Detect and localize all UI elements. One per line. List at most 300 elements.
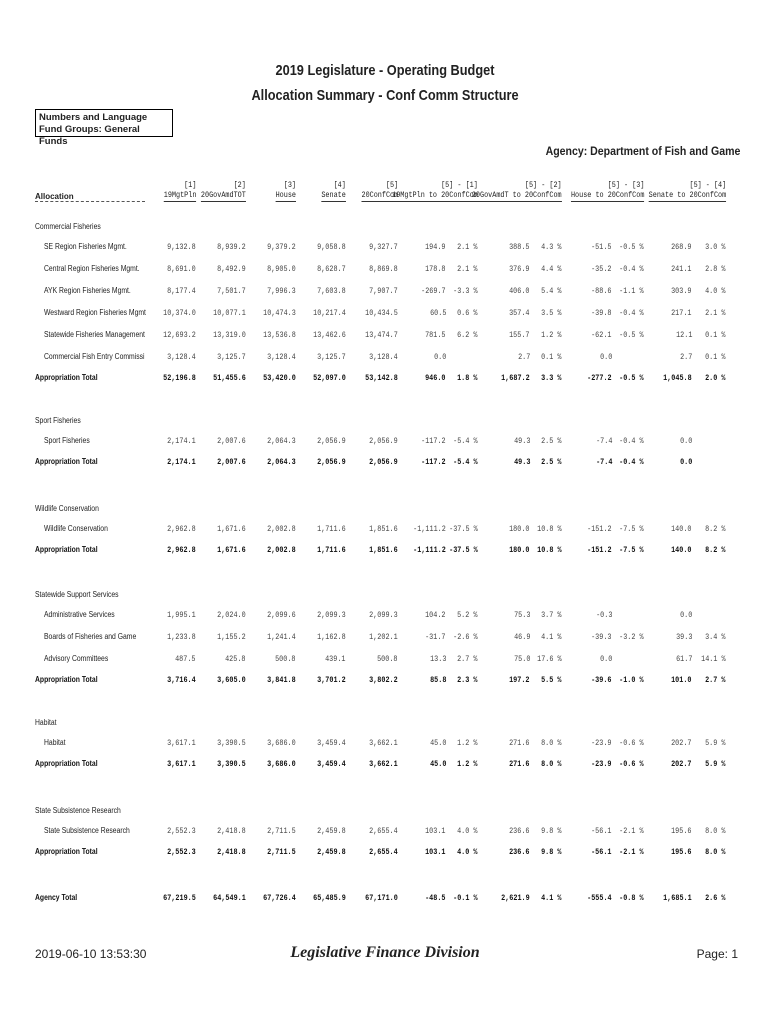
cell-value: 1,711.6 bbox=[317, 545, 346, 555]
column-header-label: 20ConfCom bbox=[361, 191, 398, 200]
cell-value: 0.0 bbox=[433, 352, 446, 362]
cell-value: 13,462.6 bbox=[313, 330, 346, 340]
cell-value: 195.6 bbox=[671, 826, 692, 836]
cell-value: 2,099.3 bbox=[317, 610, 346, 620]
row-label: AYK Region Fisheries Mgmt. bbox=[44, 286, 131, 295]
cell-value: -0.3 bbox=[595, 610, 612, 620]
cell-value: 180.0 bbox=[509, 545, 530, 555]
row-label: Boards of Fisheries and Game bbox=[44, 632, 137, 641]
cell-value: -2.1 % bbox=[619, 826, 644, 836]
column-header-index: [5] - [2] bbox=[525, 181, 562, 190]
cell-value: 1,711.6 bbox=[317, 524, 346, 534]
cell-value: -39.8 bbox=[591, 308, 612, 318]
cell-value: 52,196.8 bbox=[163, 373, 196, 383]
column-header-9 bbox=[648, 181, 726, 202]
cell-value: -117.2 bbox=[421, 457, 446, 467]
column-header-8 bbox=[571, 181, 644, 202]
cell-value: 2,099.6 bbox=[267, 610, 296, 620]
cell-value: 3.5 % bbox=[541, 308, 562, 318]
cell-value: 10,374.0 bbox=[163, 308, 196, 318]
column-header-index: [5] - [4] bbox=[689, 181, 726, 190]
cell-value: -0.6 % bbox=[619, 759, 644, 769]
cell-value: -0.5 % bbox=[619, 373, 644, 383]
cell-value: 2,459.8 bbox=[317, 847, 346, 857]
cell-value: 7,907.7 bbox=[369, 286, 398, 296]
table-row bbox=[0, 632, 770, 644]
cell-value: 2,655.4 bbox=[369, 826, 398, 836]
cell-value: -35.2 bbox=[591, 264, 612, 274]
cell-value: 2.5 % bbox=[541, 436, 562, 446]
cell-value: 3,125.7 bbox=[217, 352, 246, 362]
cell-value: 2,064.3 bbox=[267, 457, 296, 467]
report-subtitle: Allocation Summary - Conf Comm Structure bbox=[251, 87, 519, 104]
cell-value: 268.9 bbox=[671, 242, 692, 252]
cell-value: -151.2 bbox=[587, 545, 612, 555]
section-heading bbox=[0, 222, 770, 234]
table-row bbox=[0, 352, 770, 364]
cell-value: -37.5 % bbox=[449, 545, 478, 555]
cell-value: 10,217.4 bbox=[313, 308, 346, 318]
cell-value: -3.2 % bbox=[619, 632, 644, 642]
cell-value: 67,171.0 bbox=[365, 893, 398, 903]
cell-value: 3,617.1 bbox=[167, 738, 196, 748]
cell-value: 46.9 bbox=[513, 632, 530, 642]
cell-value: 2,174.1 bbox=[167, 436, 196, 446]
cell-value: 3,128.4 bbox=[167, 352, 196, 362]
column-header-index: [5] bbox=[385, 181, 398, 190]
row-label: Administrative Services bbox=[44, 610, 115, 619]
cell-value: 2,962.8 bbox=[167, 545, 196, 555]
appropriation-total-row bbox=[0, 373, 770, 385]
cell-value: 60.5 bbox=[429, 308, 446, 318]
table-row bbox=[0, 330, 770, 342]
row-label: Commercial Fish Entry Commissi bbox=[44, 352, 145, 361]
row-label: Statewide Support Services bbox=[35, 590, 119, 599]
cell-value: 487.5 bbox=[175, 654, 196, 664]
cell-value: 8.0 % bbox=[705, 826, 726, 836]
cell-value: 2,174.1 bbox=[167, 457, 196, 467]
column-header-label: House to 20ConfCom bbox=[570, 191, 644, 200]
cell-value: -7.5 % bbox=[619, 524, 644, 534]
agency-name: Agency: Department of Fish and Game bbox=[545, 144, 740, 158]
cell-value: 5.5 % bbox=[541, 675, 562, 685]
cell-value: 3,128.4 bbox=[267, 352, 296, 362]
cell-value: 0.0 bbox=[679, 610, 692, 620]
cell-value: 12.1 bbox=[675, 330, 692, 340]
cell-value: 8,691.0 bbox=[167, 264, 196, 274]
cell-value: 180.0 bbox=[509, 524, 530, 534]
column-header-label: 20GovAmdTOT bbox=[201, 191, 246, 200]
cell-value: 8.0 % bbox=[541, 738, 562, 748]
report-timestamp: 2019-06-10 13:53:30 bbox=[35, 947, 147, 961]
cell-value: 1,851.6 bbox=[369, 545, 398, 555]
row-label: Sport Fisheries bbox=[35, 416, 81, 425]
row-label: Appropriation Total bbox=[35, 675, 98, 684]
cell-value: 2,621.9 bbox=[501, 893, 530, 903]
cell-value: 45.0 bbox=[429, 759, 446, 769]
cell-value: 2,552.3 bbox=[167, 847, 196, 857]
cell-value: 197.2 bbox=[509, 675, 530, 685]
cell-value: 103.1 bbox=[425, 826, 446, 836]
cell-value: 1,155.2 bbox=[217, 632, 246, 642]
row-label: Commercial Fisheries bbox=[35, 222, 101, 231]
cell-value: 2,711.5 bbox=[267, 826, 296, 836]
column-header-label: Senate bbox=[321, 191, 346, 200]
cell-value: 1,851.6 bbox=[369, 524, 398, 534]
cell-value: 8.2 % bbox=[705, 545, 726, 555]
cell-value: 500.8 bbox=[377, 654, 398, 664]
cell-value: -0.4 % bbox=[619, 264, 644, 274]
cell-value: 1,241.4 bbox=[267, 632, 296, 642]
cell-value: 9.8 % bbox=[541, 847, 562, 857]
cell-value: 8,869.8 bbox=[369, 264, 398, 274]
cell-value: 8,628.7 bbox=[317, 264, 346, 274]
table-row bbox=[0, 826, 770, 838]
cell-value: 781.5 bbox=[425, 330, 446, 340]
fund-group-box bbox=[35, 109, 173, 147]
cell-value: -0.1 % bbox=[453, 893, 478, 903]
cell-value: -56.1 bbox=[591, 826, 612, 836]
row-label: SE Region Fisheries Mgmt. bbox=[44, 242, 127, 251]
row-label: Sport Fisheries bbox=[44, 436, 90, 445]
cell-value: 2.0 % bbox=[705, 373, 726, 383]
cell-value: 2,962.8 bbox=[167, 524, 196, 534]
cell-value: -1.1 % bbox=[619, 286, 644, 296]
column-header-label: House bbox=[275, 191, 296, 200]
cell-value: -51.5 bbox=[591, 242, 612, 252]
cell-value: 8,939.2 bbox=[217, 242, 246, 252]
cell-value: 13,474.7 bbox=[365, 330, 398, 340]
cell-value: 140.0 bbox=[671, 545, 692, 555]
cell-value: 49.3 bbox=[513, 457, 530, 467]
cell-value: 2.5 % bbox=[541, 457, 562, 467]
cell-value: -1,111.2 bbox=[413, 524, 446, 534]
table-row bbox=[0, 286, 770, 298]
cell-value: 3.7 % bbox=[541, 610, 562, 620]
column-header-index: [5] - [1] bbox=[441, 181, 478, 190]
table-row bbox=[0, 738, 770, 750]
row-label: Central Region Fisheries Mgmt. bbox=[44, 264, 140, 273]
cell-value: 236.6 bbox=[509, 847, 530, 857]
cell-value: 2,056.9 bbox=[369, 436, 398, 446]
cell-value: 376.9 bbox=[509, 264, 530, 274]
cell-value: 8.0 % bbox=[705, 847, 726, 857]
cell-value: 104.2 bbox=[425, 610, 446, 620]
row-label: Agency Total bbox=[35, 893, 78, 902]
column-header-label: 19MgtPln bbox=[163, 191, 196, 200]
cell-value: 425.8 bbox=[225, 654, 246, 664]
cell-value: 5.4 % bbox=[541, 286, 562, 296]
cell-value: 4.0 % bbox=[705, 286, 726, 296]
cell-value: -88.6 bbox=[591, 286, 612, 296]
cell-value: 2.1 % bbox=[457, 242, 478, 252]
section-heading bbox=[0, 718, 770, 730]
cell-value: 2,056.9 bbox=[369, 457, 398, 467]
cell-value: 61.7 bbox=[675, 654, 692, 664]
allocation-column-header: Allocation bbox=[35, 192, 145, 202]
cell-value: 1,671.6 bbox=[217, 524, 246, 534]
row-label: Appropriation Total bbox=[35, 759, 98, 768]
cell-value: 1.2 % bbox=[457, 738, 478, 748]
column-header-label: Senate to 20ConfCom bbox=[648, 191, 726, 200]
cell-value: -56.1 bbox=[591, 847, 612, 857]
cell-value: 4.0 % bbox=[457, 826, 478, 836]
cell-value: 51,455.6 bbox=[213, 373, 246, 383]
cell-value: -3.3 % bbox=[453, 286, 478, 296]
cell-value: 0.1 % bbox=[705, 352, 726, 362]
cell-value: -23.9 bbox=[591, 738, 612, 748]
column-header-label: 20GovAmdT to 20ConfCom bbox=[472, 191, 562, 200]
cell-value: -7.4 bbox=[595, 457, 612, 467]
section-heading bbox=[0, 590, 770, 602]
cell-value: 10,077.1 bbox=[213, 308, 246, 318]
cell-value: -151.2 bbox=[587, 524, 612, 534]
cell-value: -7.5 % bbox=[619, 545, 644, 555]
cell-value: -1,111.2 bbox=[413, 545, 446, 555]
cell-value: 13.3 bbox=[429, 654, 446, 664]
cell-value: 5.9 % bbox=[705, 738, 726, 748]
cell-value: 2,552.3 bbox=[167, 826, 196, 836]
cell-value: 2,056.9 bbox=[317, 436, 346, 446]
row-label: Appropriation Total bbox=[35, 373, 98, 382]
cell-value: -37.5 % bbox=[449, 524, 478, 534]
cell-value: 75.0 bbox=[513, 654, 530, 664]
row-label: Appropriation Total bbox=[35, 545, 98, 554]
appropriation-total-row bbox=[0, 759, 770, 771]
section-heading bbox=[0, 416, 770, 428]
cell-value: 3,841.8 bbox=[267, 675, 296, 685]
column-header-index: [2] bbox=[233, 181, 246, 190]
cell-value: 3,459.4 bbox=[317, 759, 346, 769]
cell-value: 52,097.0 bbox=[313, 373, 346, 383]
cell-value: 1,685.1 bbox=[663, 893, 692, 903]
cell-value: 9,327.7 bbox=[369, 242, 398, 252]
cell-value: 2.7 % bbox=[457, 654, 478, 664]
row-label: State Subsistence Research bbox=[44, 826, 130, 835]
cell-value: 3,662.1 bbox=[369, 759, 398, 769]
row-label: Appropriation Total bbox=[35, 457, 98, 466]
cell-value: -0.4 % bbox=[619, 457, 644, 467]
section-heading bbox=[0, 806, 770, 818]
cell-value: 10,434.5 bbox=[365, 308, 398, 318]
cell-value: 2,002.8 bbox=[267, 524, 296, 534]
appropriation-total-row bbox=[0, 457, 770, 469]
cell-value: 67,219.5 bbox=[163, 893, 196, 903]
cell-value: -7.4 bbox=[595, 436, 612, 446]
page-number: Page: 1 bbox=[696, 947, 738, 961]
cell-value: -2.6 % bbox=[453, 632, 478, 642]
cell-value: -39.6 bbox=[591, 675, 612, 685]
cell-value: 406.0 bbox=[509, 286, 530, 296]
cell-value: 53,420.0 bbox=[263, 373, 296, 383]
report-title: 2019 Legislature - Operating Budget bbox=[275, 62, 495, 79]
cell-value: 217.1 bbox=[671, 308, 692, 318]
cell-value: 4.4 % bbox=[541, 264, 562, 274]
cell-value: 12,693.2 bbox=[163, 330, 196, 340]
cell-value: 4.3 % bbox=[541, 242, 562, 252]
cell-value: -555.4 bbox=[587, 893, 612, 903]
cell-value: 202.7 bbox=[671, 759, 692, 769]
table-row bbox=[0, 610, 770, 622]
cell-value: 3.3 % bbox=[541, 373, 562, 383]
table-row bbox=[0, 654, 770, 666]
column-header-label: 19MgtPln to 20ConfCom bbox=[392, 191, 478, 200]
cell-value: 45.0 bbox=[429, 738, 446, 748]
column-header-index: [4] bbox=[333, 181, 346, 190]
cell-value: -0.6 % bbox=[619, 738, 644, 748]
cell-value: 2,459.8 bbox=[317, 826, 346, 836]
fund-box-line1: Numbers and Language bbox=[39, 112, 148, 123]
cell-value: 2.7 bbox=[679, 352, 692, 362]
cell-value: 7,996.3 bbox=[267, 286, 296, 296]
cell-value: 0.6 % bbox=[457, 308, 478, 318]
row-label: Statewide Fisheries Management bbox=[44, 330, 145, 339]
cell-value: 439.1 bbox=[325, 654, 346, 664]
cell-value: 2,655.4 bbox=[369, 847, 398, 857]
cell-value: 1,995.1 bbox=[167, 610, 196, 620]
fund-box-line2: Fund Groups: General Funds bbox=[39, 124, 140, 147]
cell-value: 3,701.2 bbox=[317, 675, 346, 685]
cell-value: 3,459.4 bbox=[317, 738, 346, 748]
cell-value: 3,686.0 bbox=[267, 738, 296, 748]
cell-value: 4.0 % bbox=[457, 847, 478, 857]
cell-value: 9,379.2 bbox=[267, 242, 296, 252]
cell-value: 9,132.8 bbox=[167, 242, 196, 252]
cell-value: 2.8 % bbox=[705, 264, 726, 274]
cell-value: 10,474.3 bbox=[263, 308, 296, 318]
column-header-index: [1] bbox=[183, 181, 196, 190]
cell-value: -39.3 bbox=[591, 632, 612, 642]
row-label: Wildlife Conservation bbox=[35, 504, 99, 513]
cell-value: 3,390.5 bbox=[217, 759, 246, 769]
cell-value: 7,501.7 bbox=[217, 286, 246, 296]
cell-value: 5.9 % bbox=[705, 759, 726, 769]
cell-value: 3,802.2 bbox=[369, 675, 398, 685]
table-row bbox=[0, 524, 770, 536]
column-header-3 bbox=[276, 181, 296, 202]
cell-value: 194.9 bbox=[425, 242, 446, 252]
cell-value: 8,177.4 bbox=[167, 286, 196, 296]
cell-value: 2,056.9 bbox=[317, 457, 346, 467]
column-header-1 bbox=[163, 181, 196, 202]
cell-value: 2,418.8 bbox=[217, 826, 246, 836]
cell-value: 3.4 % bbox=[705, 632, 726, 642]
cell-value: 2,711.5 bbox=[267, 847, 296, 857]
cell-value: 49.3 bbox=[513, 436, 530, 446]
appropriation-total-row bbox=[0, 675, 770, 687]
cell-value: 6.2 % bbox=[457, 330, 478, 340]
cell-value: -1.0 % bbox=[619, 675, 644, 685]
cell-value: 9,058.8 bbox=[317, 242, 346, 252]
cell-value: 8.2 % bbox=[705, 524, 726, 534]
cell-value: 2.1 % bbox=[457, 264, 478, 274]
cell-value: 155.7 bbox=[509, 330, 530, 340]
cell-value: 3,662.1 bbox=[369, 738, 398, 748]
row-label: Wildlife Conservation bbox=[44, 524, 108, 533]
agency-total-row bbox=[0, 893, 770, 905]
cell-value: -23.9 bbox=[591, 759, 612, 769]
cell-value: 0.1 % bbox=[541, 352, 562, 362]
cell-value: -5.4 % bbox=[453, 457, 478, 467]
cell-value: 67,726.4 bbox=[263, 893, 296, 903]
cell-value: 2.7 bbox=[517, 352, 530, 362]
column-header-7 bbox=[472, 181, 562, 202]
row-label: Appropriation Total bbox=[35, 847, 98, 856]
cell-value: 2.7 % bbox=[705, 675, 726, 685]
cell-value: -0.5 % bbox=[619, 330, 644, 340]
cell-value: 2,007.6 bbox=[217, 457, 246, 467]
division-signature: Legislative Finance Division bbox=[290, 944, 480, 961]
cell-value: 7,603.8 bbox=[317, 286, 346, 296]
cell-value: 39.3 bbox=[675, 632, 692, 642]
row-label: Advisory Committees bbox=[44, 654, 109, 663]
cell-value: 500.8 bbox=[275, 654, 296, 664]
column-header-2 bbox=[201, 181, 246, 202]
cell-value: 0.0 bbox=[599, 654, 612, 664]
cell-value: 103.1 bbox=[425, 847, 446, 857]
cell-value: 3,716.4 bbox=[167, 675, 196, 685]
cell-value: 202.7 bbox=[671, 738, 692, 748]
cell-value: 178.8 bbox=[425, 264, 446, 274]
cell-value: -117.2 bbox=[421, 436, 446, 446]
cell-value: 8.0 % bbox=[541, 759, 562, 769]
cell-value: 2,007.6 bbox=[217, 436, 246, 446]
cell-value: 13,536.8 bbox=[263, 330, 296, 340]
cell-value: 388.5 bbox=[509, 242, 530, 252]
cell-value: 8,905.0 bbox=[267, 264, 296, 274]
cell-value: 75.3 bbox=[513, 610, 530, 620]
cell-value: 2.1 % bbox=[705, 308, 726, 318]
cell-value: 303.9 bbox=[671, 286, 692, 296]
cell-value: 1,671.6 bbox=[217, 545, 246, 555]
cell-value: 140.0 bbox=[671, 524, 692, 534]
row-label: Habitat bbox=[44, 738, 66, 747]
column-header-6 bbox=[392, 181, 478, 202]
cell-value: -0.5 % bbox=[619, 242, 644, 252]
cell-value: 13,319.0 bbox=[213, 330, 246, 340]
cell-value: -0.8 % bbox=[619, 893, 644, 903]
cell-value: 357.4 bbox=[509, 308, 530, 318]
cell-value: 53,142.8 bbox=[365, 373, 398, 383]
cell-value: 5.2 % bbox=[457, 610, 478, 620]
cell-value: 2.6 % bbox=[705, 893, 726, 903]
cell-value: 2,099.3 bbox=[369, 610, 398, 620]
cell-value: 3,125.7 bbox=[317, 352, 346, 362]
cell-value: 3,390.5 bbox=[217, 738, 246, 748]
cell-value: 8,492.9 bbox=[217, 264, 246, 274]
appropriation-total-row bbox=[0, 545, 770, 557]
cell-value: 1.2 % bbox=[541, 330, 562, 340]
cell-value: 1.2 % bbox=[457, 759, 478, 769]
appropriation-total-row bbox=[0, 847, 770, 859]
cell-value: 2,064.3 bbox=[267, 436, 296, 446]
cell-value: 3,128.4 bbox=[369, 352, 398, 362]
cell-value: -62.1 bbox=[591, 330, 612, 340]
cell-value: 1,202.1 bbox=[369, 632, 398, 642]
cell-value: 3.0 % bbox=[705, 242, 726, 252]
cell-value: -269.7 bbox=[421, 286, 446, 296]
cell-value: 271.6 bbox=[509, 759, 530, 769]
column-header-index: [5] - [3] bbox=[607, 181, 644, 190]
cell-value: -2.1 % bbox=[619, 847, 644, 857]
cell-value: 10.8 % bbox=[537, 545, 562, 555]
column-header-index: [3] bbox=[283, 181, 296, 190]
cell-value: 3,686.0 bbox=[267, 759, 296, 769]
cell-value: 2,418.8 bbox=[217, 847, 246, 857]
cell-value: -31.7 bbox=[425, 632, 446, 642]
cell-value: -5.4 % bbox=[453, 436, 478, 446]
cell-value: 0.1 % bbox=[705, 330, 726, 340]
